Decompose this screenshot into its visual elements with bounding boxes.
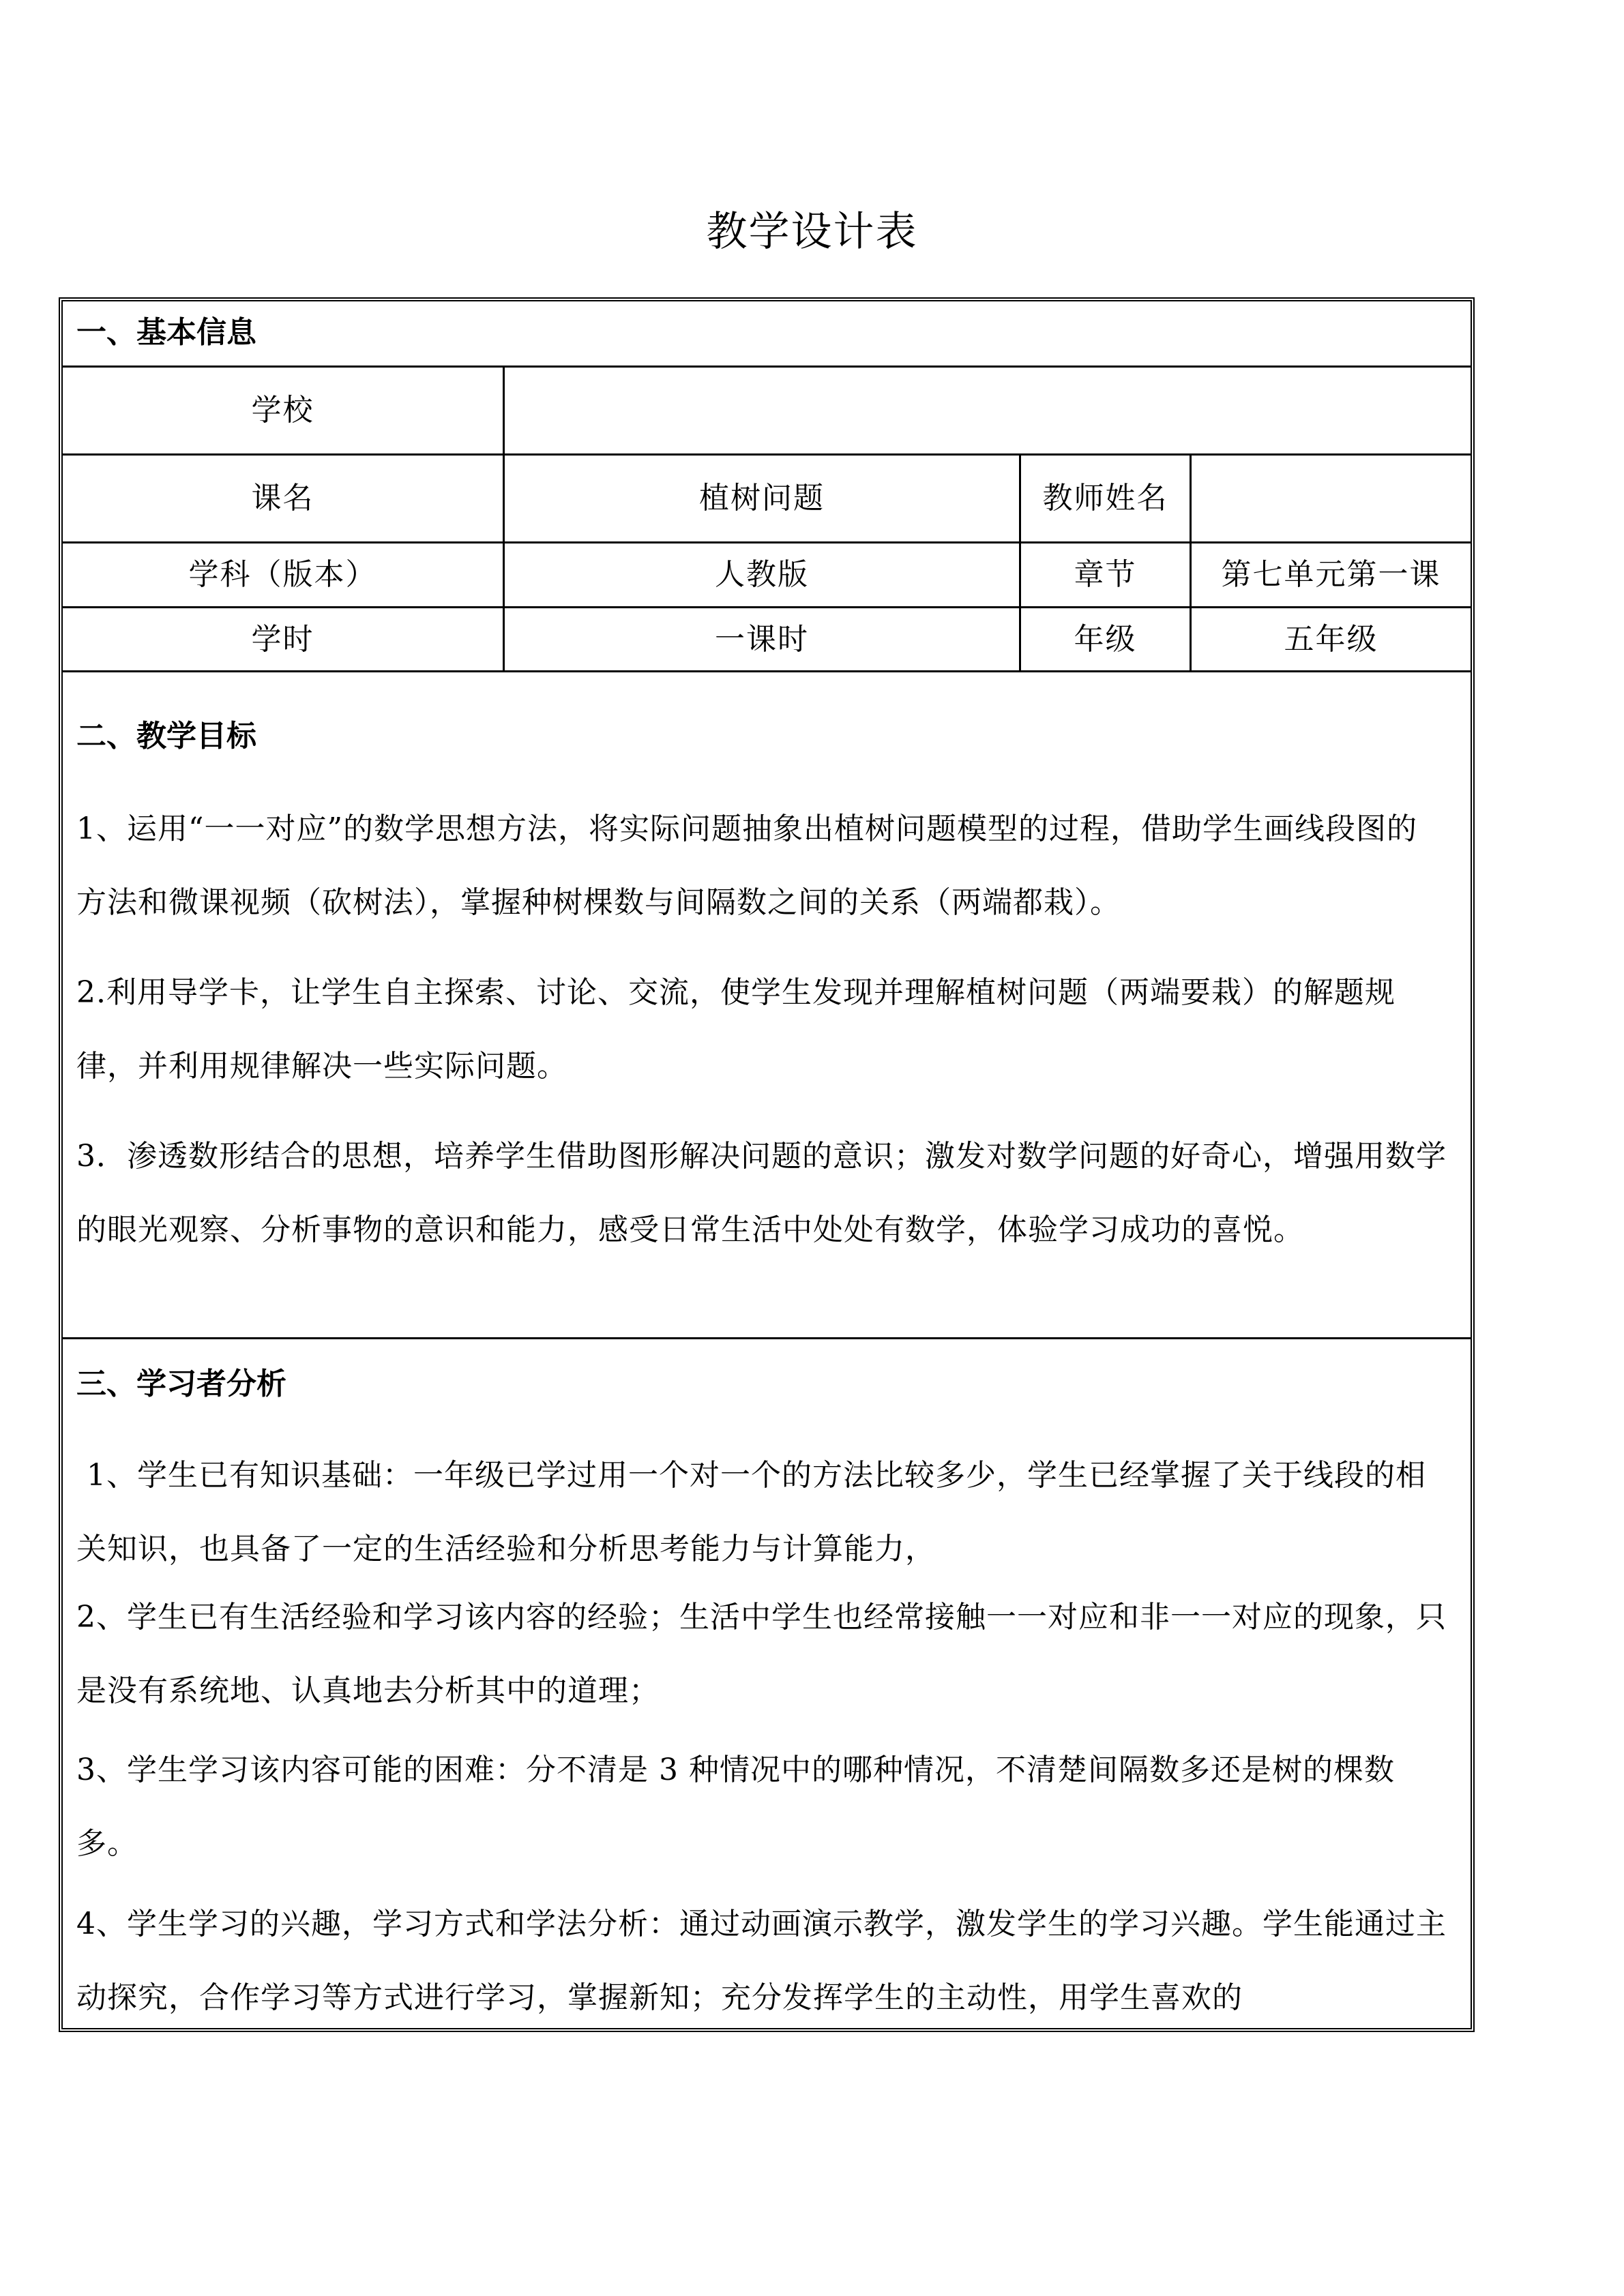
course-label: 课名 [251,481,314,516]
section-heading-learner-analysis: 三、学习者分析 [76,1367,286,1401]
course-value: 植树问题 [699,481,825,516]
objective-item-3: 3．渗透数形结合的思想，培养学生借助图形解决问题的意识；激发对数学问题的好奇心，增强用数学的眼光观察、分析事物的意识和能力，感受日常生活中处处有数学，体验学习成功的喜悦。 [76,1139,1447,1247]
school-label: 学校 [251,393,314,428]
section-heading-basic-info: 一、基本信息 [76,315,256,350]
teacher-label: 教师姓名 [1042,481,1168,516]
chapter-value: 第七单元第一课 [1221,557,1441,592]
row-divider [63,670,1471,672]
hours-label: 学时 [251,621,314,657]
row-divider [63,1337,1471,1339]
subject-value: 人教版 [715,557,809,592]
page-title: 教学设计表 [706,208,918,256]
objective-item-2: 2.利用导学卡，让学生自主探索、讨论、交流，使学生发现并理解植树问题（两端要栽）的解题规律，并利用规律解决一些实际问题。 [76,975,1396,1084]
learner-item-2: 2、学生已有生活经验和学习该内容的经验；生活中学生也经常接触一一对应和非一一对应的现象，只是没有系统地、认真地去分析其中的道理； [76,1600,1447,1708]
hours-value: 一课时 [715,621,809,657]
grade-label: 年级 [1074,621,1137,657]
school-value [505,368,1471,453]
learner-item-4: 4、学生学习的兴趣，学习方式和学法分析：通过动画演示教学，激发学生的学习兴趣。学生能通过主动探究，合作学习等方式进行学习，掌握新知；充分发挥学生的主动性，用学生喜欢的 [76,1907,1447,2015]
grade-value: 五年级 [1284,621,1378,657]
teacher-value [1192,456,1471,541]
subject-label: 学科（版本） [188,557,377,592]
section-heading-teaching-objectives: 二、教学目标 [76,719,256,754]
chapter-label: 章节 [1074,557,1137,592]
learner-item-1: 1、学生已有知识基础：一年级已学过用一个对一个的方法比较多少，学生已经掌握了关于线段的相关知识，也具备了一定的生活经验和分析思考能力与计算能力， [76,1458,1426,1566]
learner-item-3: 3、学生学习该内容可能的困难：分不清是 3 种情况中的哪种情况，不清楚间隔数多还是树的棵数多。 [76,1753,1395,1861]
objective-item-1: 1、运用“一一对应”的数学思想方法，将实际问题抽象出植树问题模型的过程，借助学生画线段图的方法和微课视频（砍树法），掌握种树棵数与间隔数之间的关系（两端都栽）。 [76,811,1417,920]
